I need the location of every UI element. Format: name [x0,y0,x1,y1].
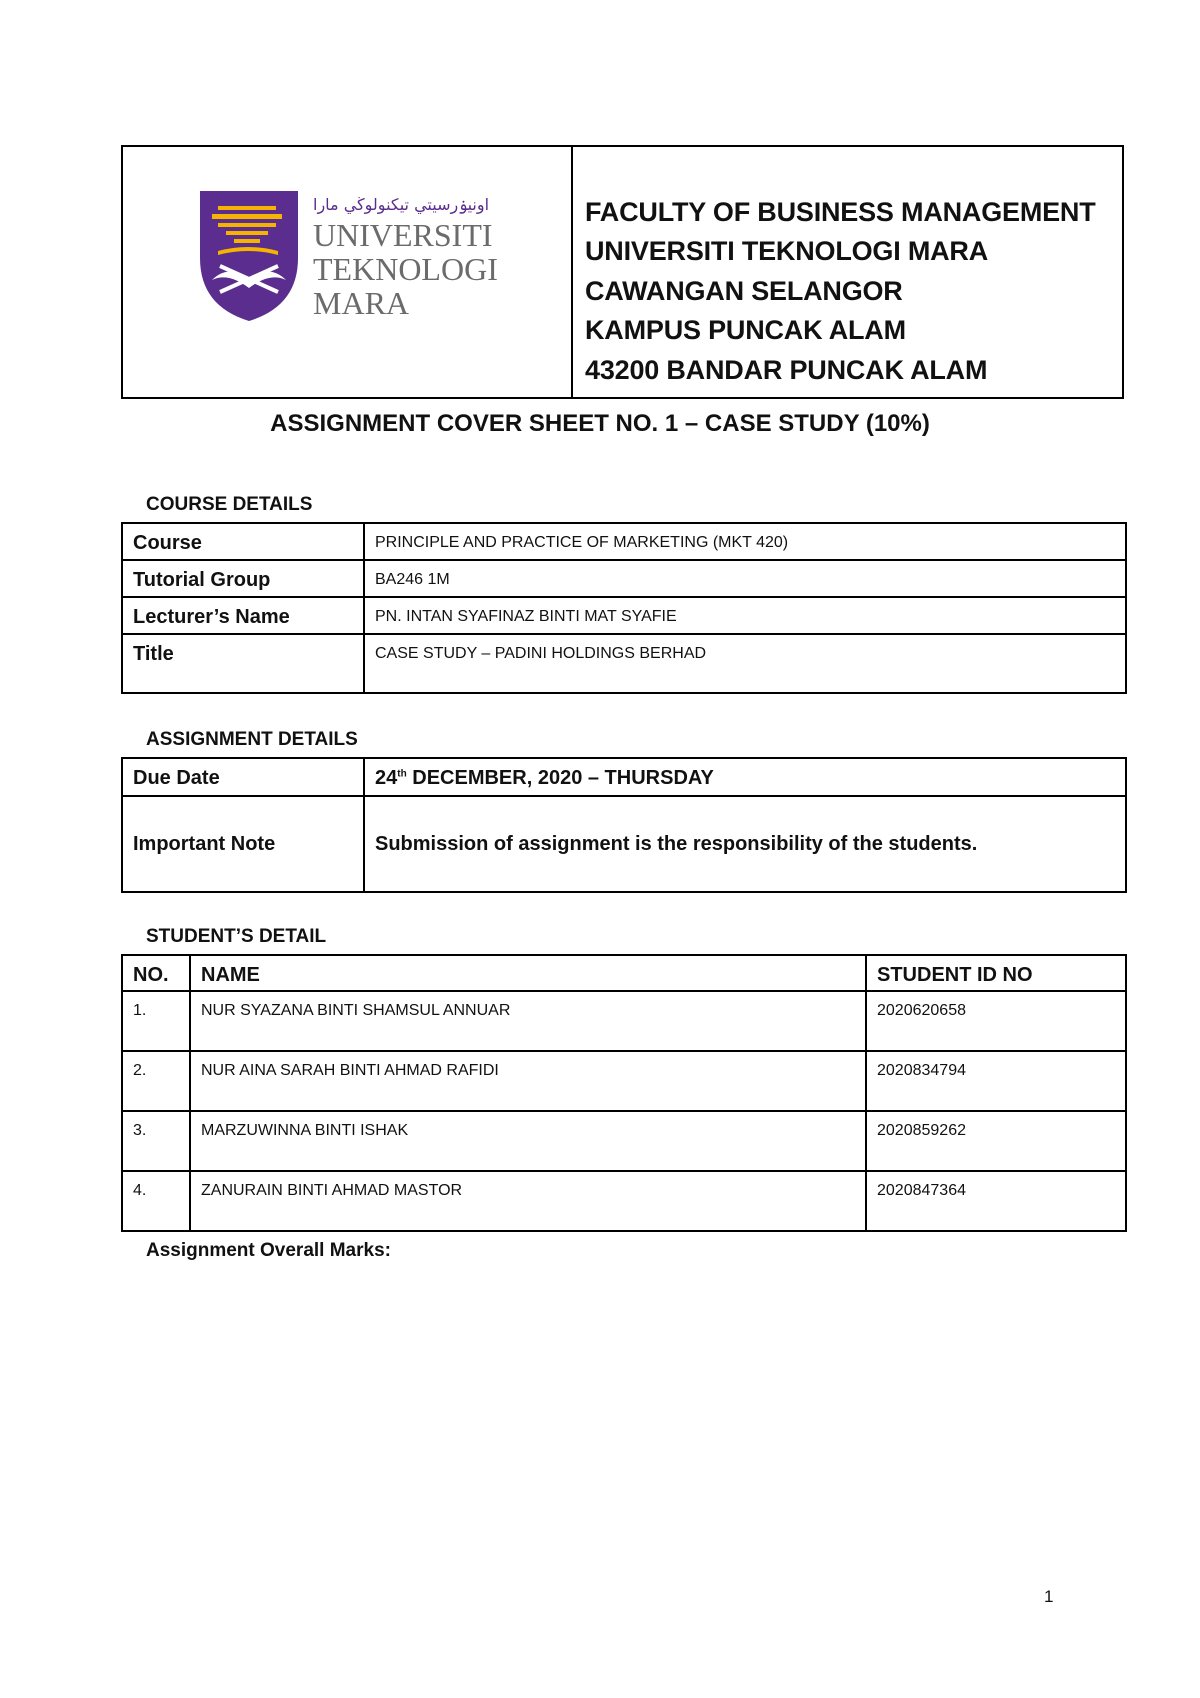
header-divider [571,145,573,399]
title-value: CASE STUDY – PADINI HOLDINGS BERHAD [364,634,1126,693]
table-row [122,1051,1126,1111]
student-no: 3. [122,1111,190,1171]
logo-arabic-text: اونيۏرسيتي تيكنولوڬي مارا [313,195,490,214]
student-name: NUR SYAZANA BINTI SHAMSUL ANNUAR [190,991,866,1051]
student-id: 2020620658 [866,991,1126,1051]
faculty-address-line-2: UNIVERSITI TEKNOLOGI MARA [585,236,989,266]
logo-name-line-2: TEKNOLOGI [313,251,498,287]
faculty-address-line-4: KAMPUS PUNCAK ALAM [585,315,906,345]
overall-marks-label: Assignment Overall Marks: [146,1240,391,1261]
uitm-crest-icon [200,191,298,321]
faculty-address-line-1: FACULTY OF BUSINESS MANAGEMENT [585,197,1096,227]
due-date-label: Due Date [122,758,364,796]
page-number: 1 [1044,1587,1054,1606]
table-row [122,1111,1126,1171]
logo-name-line-1: UNIVERSITI [313,217,493,253]
tutorial-group-value: BA246 1M [364,560,1126,597]
faculty-address-line-5: 43200 BANDAR PUNCAK ALAM [585,355,988,385]
col-header-student-id: STUDENT ID NO [866,955,1126,991]
due-date-rest: DECEMBER, 2020 – THURSDAY [406,767,714,789]
logo-name-line-3: MARA [313,285,410,321]
lecturer-name-value: PN. INTAN SYAFINAZ BINTI MAT SYAFIE [364,597,1126,634]
important-note-value: Submission of assignment is the responsibility of the students. [364,796,1126,892]
table-row [122,991,1126,1051]
faculty-address-line-3: CAWANGAN SELANGOR [585,276,903,306]
course-value: PRINCIPLE AND PRACTICE OF MARKETING (MKT 420) [364,523,1126,560]
student-id: 2020834794 [866,1051,1126,1111]
uitm-logo [198,188,528,323]
table-row [122,1171,1126,1231]
table-row [122,758,1126,796]
table-row [122,560,1126,597]
col-header-no: NO. [122,955,190,991]
student-details-table [121,954,1127,1232]
lecturer-name-label: Lecturer’s Name [122,597,364,634]
due-date-day: 24 [375,767,398,789]
page-title: ASSIGNMENT COVER SHEET NO. 1 – CASE STUDY (10%) [270,410,930,437]
student-no: 4. [122,1171,190,1231]
due-date-value [364,758,1126,796]
course-details-heading: COURSE DETAILS [146,494,313,515]
tutorial-group-label: Tutorial Group [122,560,364,597]
table-row [122,796,1126,892]
student-id: 2020847364 [866,1171,1126,1231]
student-details-heading: STUDENT’S DETAIL [146,926,327,947]
assignment-details-heading: ASSIGNMENT DETAILS [146,729,358,750]
table-row [122,597,1126,634]
table-row [122,523,1126,560]
course-details-table [121,522,1127,694]
student-name: MARZUWINNA BINTI ISHAK [190,1111,866,1171]
student-name: ZANURAIN BINTI AHMAD MASTOR [190,1171,866,1231]
student-no: 1. [122,991,190,1051]
assignment-details-table [121,757,1127,893]
student-no: 2. [122,1051,190,1111]
table-row [122,634,1126,693]
col-header-name: NAME [190,955,866,991]
title-label: Title [122,634,364,693]
course-label: Course [122,523,364,560]
student-id: 2020859262 [866,1111,1126,1171]
due-date-suffix: th [397,768,407,780]
important-note-label: Important Note [122,796,364,892]
student-name: NUR AINA SARAH BINTI AHMAD RAFIDI [190,1051,866,1111]
table-header-row [122,955,1126,991]
